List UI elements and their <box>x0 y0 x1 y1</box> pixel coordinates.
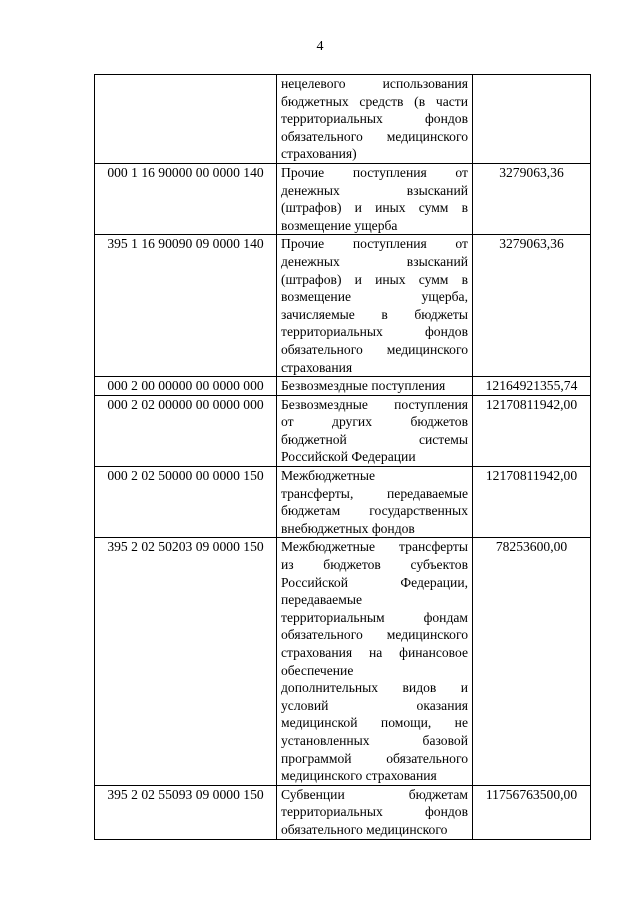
revenue-name-line: бюджетных средств (в части <box>281 93 468 109</box>
revenue-name-cell <box>277 395 473 466</box>
page-number: 4 <box>316 39 324 54</box>
revenue-name-line: из бюджетов субъектов <box>281 557 468 573</box>
revenue-name-cell <box>277 538 473 785</box>
amount-cell: 11756763500,00 <box>473 785 591 839</box>
revenue-name-line: Безвозмездные поступления <box>281 396 468 412</box>
table-row <box>95 377 591 396</box>
amount-cell <box>473 75 591 164</box>
revenue-name-line: денежных взысканий <box>281 253 468 269</box>
budget-code-cell: 000 2 02 00000 00 0000 000 <box>95 395 277 466</box>
revenue-name-cell <box>277 467 473 538</box>
revenue-name-cell <box>277 377 473 396</box>
revenue-name-line: Прочие поступления от <box>281 164 468 180</box>
revenue-name-line: Российской Федерации <box>281 449 416 465</box>
table-row <box>95 75 591 164</box>
revenue-name-line: передаваемые <box>281 592 362 608</box>
revenue-name-line: территориальным фондам <box>281 609 468 625</box>
revenue-name-line: медицинской помощи, не <box>281 715 468 731</box>
amount-cell: 12170811942,00 <box>473 467 591 538</box>
revenue-name-cell <box>277 75 473 164</box>
revenue-name-line: страхования) <box>281 146 357 162</box>
revenue-name-line: трансферты, передаваемые <box>281 485 468 501</box>
revenue-name-line: зачисляемые в бюджеты <box>281 306 468 322</box>
revenue-name-line: обязательного медицинского <box>281 341 468 357</box>
revenue-name-line: возмещение ущерба <box>281 217 398 233</box>
amount-cell: 12164921355,74 <box>473 377 591 396</box>
budget-code-cell <box>95 75 277 164</box>
revenue-name-line: от других бюджетов <box>281 414 468 430</box>
revenue-name-line: Безвозмездные поступления <box>281 378 446 394</box>
revenue-name-line: обязательного медицинского <box>281 627 468 643</box>
revenue-name-cell <box>277 163 473 234</box>
revenue-name-line: бюджетной системы <box>281 431 468 447</box>
budget-code-cell: 000 1 16 90000 00 0000 140 <box>95 163 277 234</box>
revenue-name-line: бюджетам государственных <box>281 503 468 519</box>
revenue-name-line: обеспечение <box>281 662 354 678</box>
revenue-name-line: установленных базовой <box>281 732 468 748</box>
revenue-name-line: территориальных фондов <box>281 804 468 820</box>
revenue-name-cell <box>277 785 473 839</box>
revenue-name-line: страхования на финансовое <box>281 645 468 660</box>
revenue-name-line: внебюджетных фондов <box>281 520 415 536</box>
budget-code-cell: 000 2 00 00000 00 0000 000 <box>95 377 277 396</box>
revenue-name-line: (штрафов) и иных сумм в <box>281 271 468 287</box>
budget-revenue-table <box>94 74 591 840</box>
revenue-name-line: обязательного медицинского <box>281 128 468 144</box>
revenue-name-line: Межбюджетные <box>281 468 376 484</box>
budget-code-cell: 395 2 02 50203 09 0000 150 <box>95 538 277 785</box>
revenue-name-line: Субвенции бюджетам <box>281 786 468 802</box>
table-row <box>95 163 591 234</box>
table-row <box>95 538 591 785</box>
budget-code-cell: 000 2 02 50000 00 0000 150 <box>95 467 277 538</box>
revenue-name-line: возмещение ущерба, <box>281 289 468 305</box>
revenue-name-line: Прочие поступления от <box>281 236 468 252</box>
table-body <box>95 75 591 840</box>
revenue-name-line: Межбюджетные трансферты <box>281 539 468 555</box>
revenue-name-line: нецелевого использования <box>281 76 468 91</box>
table-row <box>95 785 591 839</box>
revenue-name-line: программой обязательного <box>281 750 468 766</box>
revenue-name-line: территориальных фондов <box>281 324 468 340</box>
revenue-name-line: дополнительных видов и <box>281 680 468 696</box>
revenue-name-line: обязательного медицинского <box>281 821 448 837</box>
revenue-name-line: территориальных фондов <box>281 111 468 127</box>
table-row <box>95 395 591 466</box>
budget-code-cell: 395 1 16 90090 09 0000 140 <box>95 235 277 377</box>
revenue-name-line: условий оказания <box>281 697 468 713</box>
revenue-name-cell <box>277 235 473 377</box>
revenue-name-line: страхования <box>281 359 353 375</box>
budget-code-cell: 395 2 02 55093 09 0000 150 <box>95 785 277 839</box>
amount-cell: 3279063,36 <box>473 163 591 234</box>
revenue-name-line: (штрафов) и иных сумм в <box>281 200 468 216</box>
amount-cell: 3279063,36 <box>473 235 591 377</box>
revenue-name-line: медицинского страхования <box>281 768 437 784</box>
table-row <box>95 235 591 377</box>
revenue-name-line: денежных взысканий <box>281 182 468 198</box>
amount-cell: 12170811942,00 <box>473 395 591 466</box>
revenue-name-line: Российской Федерации, <box>281 574 468 590</box>
amount-cell: 78253600,00 <box>473 538 591 785</box>
table-row <box>95 467 591 538</box>
